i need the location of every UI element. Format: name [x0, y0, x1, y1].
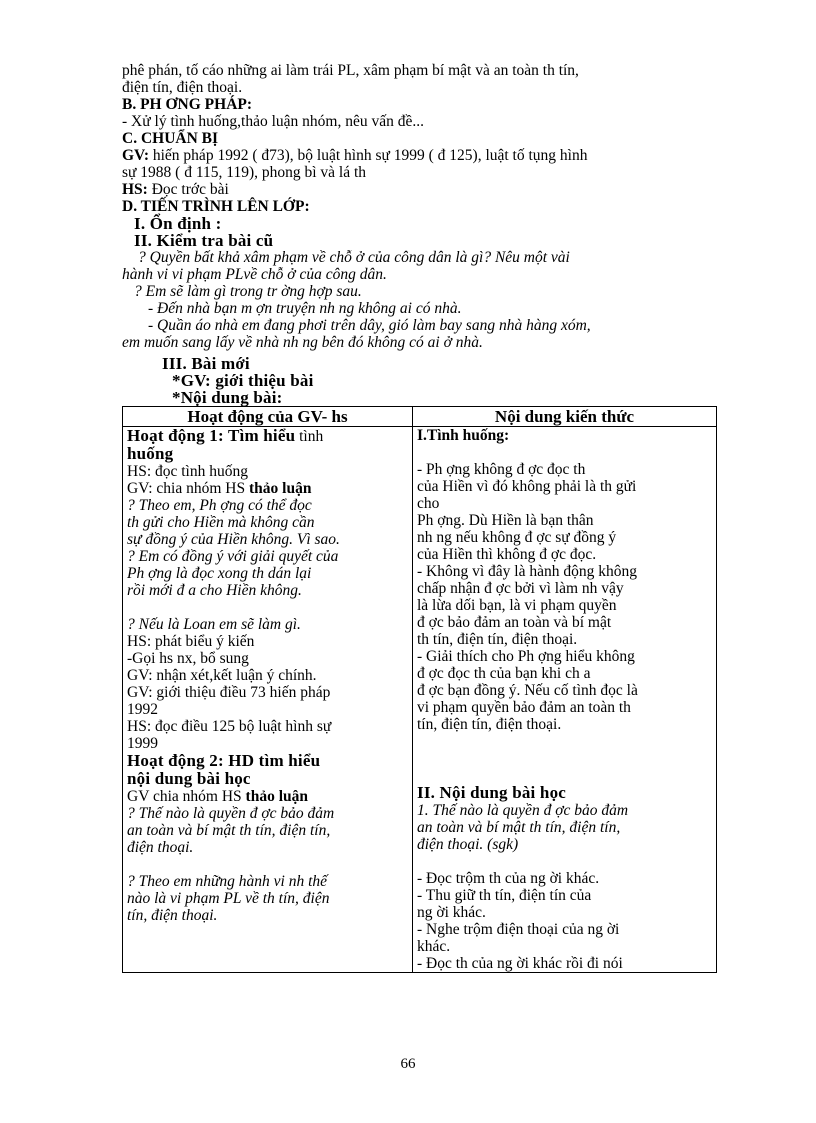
activity-line-text: HS: đọc tình huống: [127, 463, 248, 480]
knowledge-line: [417, 887, 712, 904]
hs-label: HS:: [122, 181, 148, 198]
section-c-hs: [122, 181, 716, 198]
knowledge-line-text: - Đọc th của ng ời khác rồi đi nói: [417, 955, 623, 972]
section-b-title: B. PH ƠNG PHÁP:: [122, 96, 253, 113]
activity-spacer: [127, 856, 408, 873]
activity-table: [122, 406, 717, 973]
knowledge-line-text: là lừa dối bạn, là vi phạm quyền: [417, 597, 617, 614]
gv-label: GV:: [122, 147, 149, 164]
knowledge-line-text: Ph ợng. Dù Hiền là bạn thân: [417, 512, 594, 529]
activity-line-text: huống: [127, 444, 174, 463]
knowledge-line: [417, 546, 712, 563]
activity-line-text: điện thoại.: [127, 839, 194, 856]
knowledge-line-text: cho: [417, 495, 440, 512]
knowledge-line-text: - Không vì đây là hành động không: [417, 563, 637, 580]
knowledge-line-text: khác.: [417, 938, 451, 955]
check-case-2b: em muốn sang lấy về nhà nh ng bên đó không có ai ở nhà.: [122, 334, 483, 351]
activity-line: [127, 565, 408, 582]
gv-intro: *GV: giới thiệu bài: [172, 371, 314, 390]
activity-line-text: HS: đọc điều 125 bộ luật hình sự: [127, 718, 332, 735]
activity-line-tail: thảo luận: [245, 788, 309, 805]
section-c-title: C. CHUẨN BỊ: [122, 130, 219, 147]
activity-line: [127, 427, 408, 445]
check-question-1: ? Quyền bất khả xâm phạm về chỗ ở của công dân là gì? Nêu một vài: [138, 249, 570, 266]
knowledge-line: [417, 938, 712, 955]
knowledge-line-text: II. Nội dung bài học: [417, 783, 567, 802]
activity-line: [127, 752, 408, 770]
knowledge-spacer: [417, 767, 712, 784]
activity-line-text: sự đồng ý của Hiền không. Vì sao.: [127, 531, 340, 548]
activity-line-text: 1999: [127, 735, 158, 752]
knowledge-line: [417, 665, 712, 682]
activity-line-text: ? Nếu là Loan em sẽ làm gì.: [127, 616, 301, 633]
knowledge-line-text: - Giải thích cho Ph ợng hiểu không: [417, 648, 635, 665]
step-1: I. Ổn định :: [134, 214, 222, 233]
knowledge-line-text: - Nghe trộm điện thoại của ng ời: [417, 921, 620, 938]
activity-line-text: HS: phát biểu ý kiến: [127, 633, 255, 650]
knowledge-line-text: 1. Thế nào là quyền đ ợc bảo đảm: [417, 802, 629, 819]
activity-line: [127, 582, 408, 599]
activity-line: [127, 633, 408, 650]
knowledge-line: [417, 682, 712, 699]
hs-text: Đọc trớc bài: [147, 181, 229, 198]
activity-line-text: 1992: [127, 701, 158, 718]
check-case-1: - Đến nhà bạn m ợn truyện nh ng không ai có nhà.: [148, 300, 462, 317]
activity-spacer: [127, 599, 408, 616]
activity-line: [127, 873, 408, 890]
knowledge-line: [417, 699, 712, 716]
activity-line: [127, 514, 408, 531]
knowledge-line: [417, 904, 712, 921]
knowledge-line: [417, 631, 712, 648]
gv-line-1: hiến pháp 1992 ( đ73), bộ luật hình sự 1999 ( đ 125), luật tố tụng hình: [149, 147, 588, 164]
activity-line-text: GV chia nhóm HS: [127, 788, 246, 805]
activity-line: [127, 701, 408, 718]
activity-line-text: th gửi cho Hiền mà không cần: [127, 514, 315, 531]
activity-line: [127, 531, 408, 548]
knowledge-line-text: I.Tình huống:: [417, 427, 510, 444]
intro-line-1: phê phán, tố cáo những ai làm trái PL, xâm phạm bí mật và an toàn th tín,: [122, 62, 579, 79]
knowledge-line: [417, 478, 712, 495]
activity-line: [127, 822, 408, 839]
activity-line: [127, 497, 408, 514]
activity-line: [127, 718, 408, 735]
activity-line-text: nào là vi phạm PL về th tín, điện: [127, 890, 330, 907]
activity-line: [127, 445, 408, 463]
activity-line-text: ? Em có đồng ý với giải quyết của: [127, 548, 339, 565]
knowledge-line: [417, 784, 712, 802]
knowledge-line-text: vi phạm quyền bảo đảm an toàn th: [417, 699, 631, 716]
knowledge-line-text: - Thu giữ th tín, điện tín của: [417, 887, 592, 904]
check-case-2: - Quần áo nhà em đang phơi trên dây, gió làm bay sang nhà hàng xóm,: [148, 317, 591, 334]
gv-line-2: sự 1988 ( đ 115, 119), phong bì và lá th: [122, 164, 367, 181]
knowledge-line-text: th tín, điện tín, điện thoại.: [417, 631, 578, 648]
knowledge-line-text: đ ợc đọc th của bạn khi ch a: [417, 665, 591, 682]
knowledge-line: [417, 461, 712, 478]
activity-line-text: GV: giới thiệu điều 73 hiến pháp: [127, 684, 331, 701]
activity-line: [127, 684, 408, 701]
knowledge-line-text: chấp nhận đ ợc bởi vì làm nh vậy: [417, 580, 624, 597]
knowledge-line-text: điện thoại. (sgk): [417, 836, 519, 853]
activity-line-text: tín, điện thoại.: [127, 907, 218, 924]
knowledge-line: [417, 597, 712, 614]
knowledge-line-text: tín, điện tín, điện thoại.: [417, 716, 562, 733]
activity-line: [127, 548, 408, 565]
activity-line-tail: tình: [295, 428, 324, 445]
page-number: 66: [400, 1056, 416, 1072]
check-question-2: ? Em sẽ làm gì trong tr ờng hợp sau.: [134, 283, 362, 300]
activity-line: [127, 616, 408, 633]
section-d-title: D. TIẾN TRÌNH LÊN LỚP:: [122, 198, 310, 215]
activities-cell: [123, 427, 413, 973]
activity-line-tail: thảo luận: [248, 480, 312, 497]
activity-line: [127, 463, 408, 480]
knowledge-spacer: [417, 444, 712, 461]
knowledge-line-text: nh ng nếu không đ ợc sự đồng ý: [417, 529, 617, 546]
activity-line-text: an toàn và bí mật th tín, điện tín,: [127, 822, 331, 839]
knowledge-line-text: ng ời khác.: [417, 904, 486, 921]
knowledge-line: [417, 580, 712, 597]
knowledge-line: [417, 614, 712, 631]
knowledge-spacer: [417, 750, 712, 767]
knowledge-line: [417, 819, 712, 836]
activity-line-text: -Gọi hs nx, bổ sung: [127, 650, 249, 667]
knowledge-line-text: đ ợc bảo đảm an toàn và bí mật: [417, 614, 612, 631]
knowledge-line: [417, 870, 712, 887]
knowledge-line: [417, 563, 712, 580]
intro-line-2: điện tín, điện thoại.: [122, 79, 243, 96]
knowledge-line: [417, 716, 712, 733]
knowledge-line: [417, 512, 712, 529]
activity-line: [127, 480, 408, 497]
knowledge-cell: [413, 427, 717, 973]
activity-line-text: ? Theo em những hành vi nh thế: [127, 873, 328, 890]
activity-line-text: GV: chia nhóm HS: [127, 480, 249, 497]
activity-line: [127, 770, 408, 788]
knowledge-line: [417, 427, 712, 444]
knowledge-line-text: - Đọc trộm th của ng ời khác.: [417, 870, 600, 887]
header-knowledge: Nội dung kiến thức: [413, 407, 717, 427]
document-page: [122, 62, 716, 973]
step-3: III. Bài mới: [162, 354, 250, 373]
activity-line: [127, 667, 408, 684]
activity-line: [127, 805, 408, 822]
knowledge-spacer: [417, 733, 712, 750]
activity-line-text: Hoạt động 1: Tìm hiểu: [127, 426, 296, 445]
activity-line-text: ? Thế nào là quyền đ ợc bảo đảm: [127, 805, 335, 822]
knowledge-line: [417, 921, 712, 938]
activity-line: [127, 839, 408, 856]
activity-line: [127, 735, 408, 752]
section-c-gv: [122, 147, 716, 164]
knowledge-line: [417, 802, 712, 819]
knowledge-line-text: đ ợc bạn đồng ý. Nếu cố tình đọc là: [417, 682, 638, 699]
activity-line-text: ? Theo em, Ph ợng có thể đọc: [127, 497, 312, 514]
activity-line-text: rồi mới đ a cho Hiền không.: [127, 582, 302, 599]
header-activities: Hoạt động của GV- hs: [123, 407, 413, 427]
activity-line: [127, 788, 408, 805]
knowledge-line: [417, 495, 712, 512]
activity-line: [127, 890, 408, 907]
knowledge-line: [417, 955, 712, 972]
content-label: *Nội dung bài:: [172, 388, 283, 407]
activity-line-text: Hoạt động 2: HD tìm hiểu: [127, 751, 321, 770]
activity-line: [127, 650, 408, 667]
knowledge-line: [417, 529, 712, 546]
activity-line-text: Ph ợng là đọc xong th dán lại: [127, 565, 312, 582]
check-question-1b: hành vi vi phạm PLvề chỗ ở của công dân.: [122, 266, 387, 283]
knowledge-line-text: của Hiền thì không đ ợc đọc.: [417, 546, 597, 563]
activity-line-text: nội dung bài học: [127, 769, 251, 788]
activity-line-text: GV: nhận xét,kết luận ý chính.: [127, 667, 317, 684]
table-header-row: [123, 407, 717, 427]
knowledge-line: [417, 836, 712, 853]
step-2: II. Kiểm tra bài cũ: [134, 231, 274, 250]
activity-line: [127, 907, 408, 924]
knowledge-line-text: an toàn và bí mật th tín, điện tín,: [417, 819, 621, 836]
table-body-row: [123, 427, 717, 973]
knowledge-line: [417, 648, 712, 665]
knowledge-spacer: [417, 853, 712, 870]
section-b-text: - Xử lý tình huống,thảo luận nhóm, nêu vấn đề...: [122, 113, 424, 130]
knowledge-line-text: của Hiền vì đó không phải là th gửi: [417, 478, 637, 495]
knowledge-line-text: - Ph ợng không đ ợc đọc th: [417, 461, 586, 478]
